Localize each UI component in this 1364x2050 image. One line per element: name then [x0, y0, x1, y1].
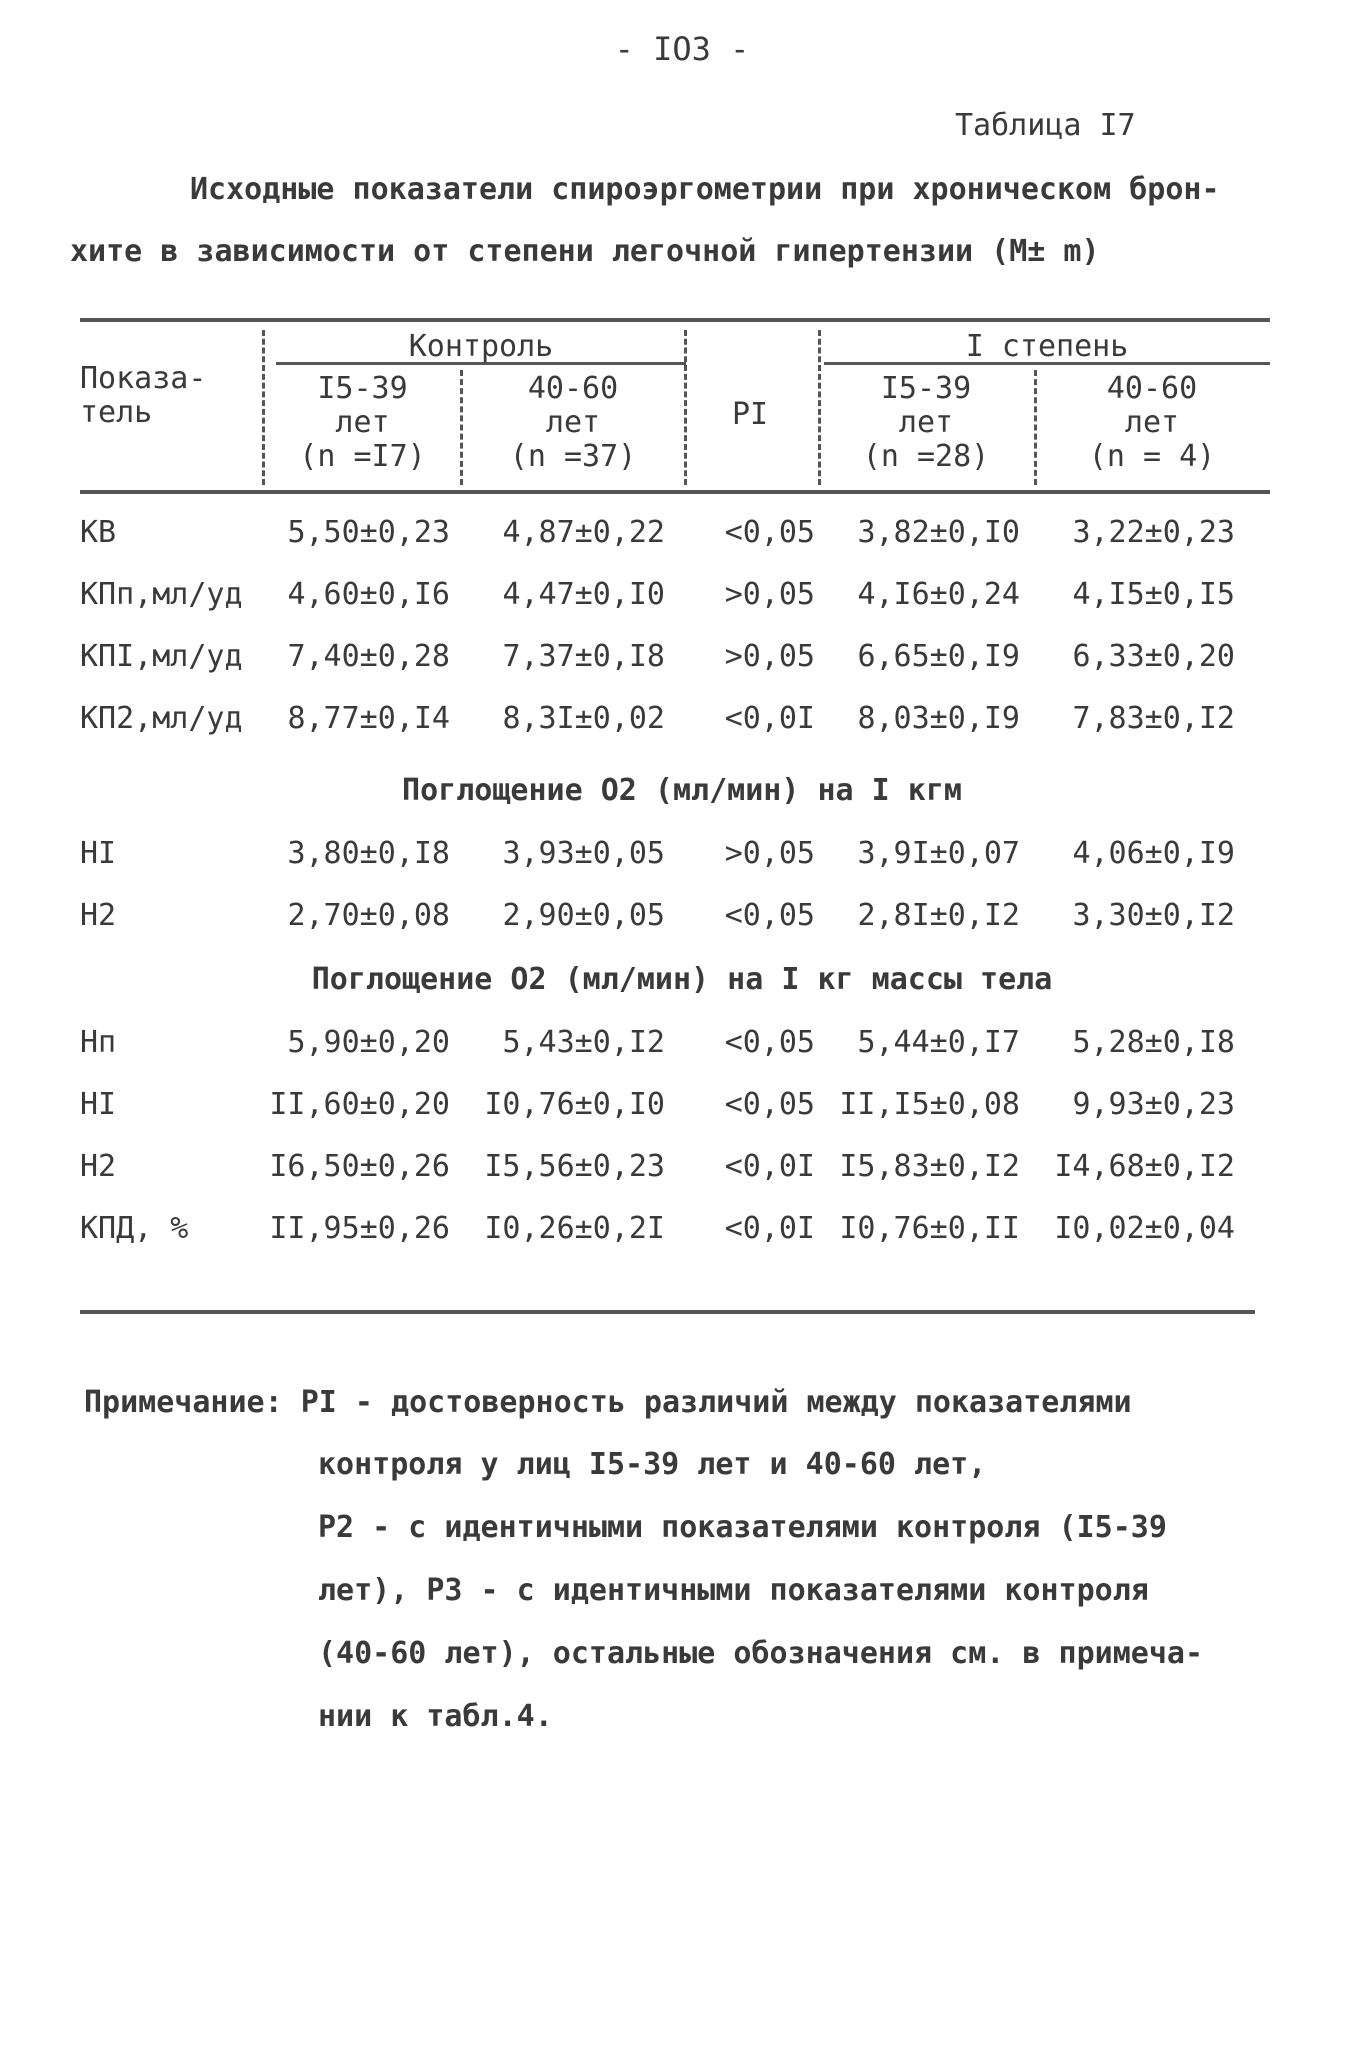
- cell-control-40-60: 5,43±0,I2: [502, 1025, 665, 1060]
- header-divider: [460, 370, 463, 485]
- cell-p-value: <0,05: [724, 898, 815, 933]
- cell-control-40-60: 2,90±0,05: [502, 898, 665, 933]
- header-p-column: PI: [731, 397, 769, 432]
- cell-control-15-39: 5,50±0,23: [287, 515, 450, 550]
- row-label: КПп,мл/уд: [80, 577, 243, 612]
- header-control-40-60: 40-60 лет (n =37): [509, 371, 637, 474]
- row-label: HI: [80, 1087, 117, 1122]
- cell-p-value: >0,05: [724, 639, 815, 674]
- cell-degree-15-39: 6,65±0,I9: [857, 639, 1020, 674]
- cell-p-value: <0,0I: [724, 1211, 815, 1246]
- row-label: HI: [80, 836, 117, 871]
- cell-control-15-39: 4,60±0,I6: [287, 577, 450, 612]
- cell-control-15-39: 2,70±0,08: [287, 898, 450, 933]
- row-label: КВ: [80, 515, 117, 550]
- cell-control-15-39: 7,40±0,28: [287, 639, 450, 674]
- note-line-1: Примечание: PI - достоверность различий между показателями: [84, 1385, 1132, 1420]
- cell-control-40-60: I0,26±0,2I: [484, 1211, 665, 1246]
- note-line-2: контроля у лиц I5-39 лет и 40-60 лет,: [318, 1447, 987, 1482]
- cell-degree-40-60: 6,33±0,20: [1072, 639, 1235, 674]
- cell-p-value: <0,0I: [724, 701, 815, 736]
- cell-control-15-39: 8,77±0,I4: [287, 701, 450, 736]
- cell-degree-40-60: I0,02±0,04: [1054, 1211, 1235, 1246]
- cell-control-40-60: 3,93±0,05: [502, 836, 665, 871]
- table-title-line-1: Исходные показатели спироэргометрии при хроническом брон-: [190, 172, 1220, 207]
- cell-p-value: >0,05: [724, 836, 815, 871]
- row-label: КПД, %: [80, 1211, 189, 1246]
- cell-degree-40-60: 3,30±0,I2: [1072, 898, 1235, 933]
- header-degree-40-60: 40-60 лет (n = 4): [1088, 371, 1216, 474]
- cell-p-value: <0,05: [724, 1087, 815, 1122]
- header-control-15-39: I5-39 лет (n =I7): [299, 371, 426, 474]
- cell-degree-40-60: 4,I5±0,I5: [1072, 577, 1235, 612]
- cell-control-15-39: II,95±0,26: [269, 1211, 450, 1246]
- cell-control-40-60: 7,37±0,I8: [502, 639, 665, 674]
- cell-degree-15-39: I0,76±0,II: [839, 1211, 1020, 1246]
- table-bottom-rule: [80, 1310, 1255, 1314]
- cell-control-40-60: 8,3I±0,02: [502, 701, 665, 736]
- cell-p-value: >0,05: [724, 577, 815, 612]
- cell-degree-15-39: 3,82±0,I0: [857, 515, 1020, 550]
- table-number: Таблица I7: [955, 108, 1136, 143]
- header-divider: [1034, 370, 1037, 485]
- cell-control-40-60: I5,56±0,23: [484, 1149, 665, 1184]
- note-line-6: нии к табл.4.: [318, 1699, 553, 1734]
- cell-degree-15-39: I5,83±0,I2: [839, 1149, 1020, 1184]
- cell-control-40-60: 4,87±0,22: [502, 515, 665, 550]
- note-line-5: (40-60 лет), остальные обозначения см. в примеча-: [318, 1636, 1204, 1671]
- section-heading-kgm: Поглощение O2 (мл/мин) на I кгм: [402, 773, 962, 808]
- cell-degree-15-39: 2,8I±0,I2: [857, 898, 1020, 933]
- table-title-line-2: хите в зависимости от степени легочной гипертензии (M± m): [70, 234, 1100, 269]
- header-group-control: Контроль: [408, 329, 554, 364]
- cell-p-value: <0,05: [724, 1025, 815, 1060]
- cell-degree-40-60: 7,83±0,I2: [1072, 701, 1235, 736]
- header-divider: [818, 330, 821, 485]
- cell-control-40-60: 4,47±0,I0: [502, 577, 665, 612]
- header-indicator: Показа- тель: [80, 361, 207, 430]
- cell-degree-15-39: 8,03±0,I9: [857, 701, 1020, 736]
- row-label: Hп: [80, 1025, 117, 1060]
- header-degree-15-39: I5-39 лет (n =28): [862, 371, 990, 474]
- cell-control-40-60: I0,76±0,I0: [484, 1087, 665, 1122]
- cell-control-15-39: 5,90±0,20: [287, 1025, 450, 1060]
- row-label: H2: [80, 898, 117, 933]
- cell-degree-40-60: 5,28±0,I8: [1072, 1025, 1235, 1060]
- note-line-3: P2 - с идентичными показателями контроля (I5-39: [318, 1510, 1167, 1545]
- cell-degree-40-60: 4,06±0,I9: [1072, 836, 1235, 871]
- cell-control-15-39: 3,80±0,I8: [287, 836, 450, 871]
- row-label: КПI,мл/уд: [80, 639, 243, 674]
- cell-degree-40-60: 3,22±0,23: [1072, 515, 1235, 550]
- note-line-4: лет), P3 - с идентичными показателями контроля: [318, 1573, 1149, 1608]
- row-label: H2: [80, 1149, 117, 1184]
- cell-control-15-39: II,60±0,20: [269, 1087, 450, 1122]
- cell-degree-15-39: 5,44±0,I7: [857, 1025, 1020, 1060]
- row-label: КП2,мл/уд: [80, 701, 243, 736]
- header-bottom-rule: [80, 490, 1270, 494]
- cell-degree-15-39: II,I5±0,08: [839, 1087, 1020, 1122]
- cell-degree-40-60: 9,93±0,23: [1072, 1087, 1235, 1122]
- cell-degree-15-39: 3,9I±0,07: [857, 836, 1020, 871]
- cell-degree-40-60: I4,68±0,I2: [1054, 1149, 1235, 1184]
- table-top-rule: [80, 318, 1270, 322]
- cell-degree-15-39: 4,I6±0,24: [857, 577, 1020, 612]
- section-heading-body-mass: Поглощение O2 (мл/мин) на I кг массы тела: [311, 962, 1053, 997]
- cell-control-15-39: I6,50±0,26: [269, 1149, 450, 1184]
- page-number: - IO3 -: [614, 30, 750, 68]
- header-divider: [262, 330, 265, 485]
- cell-p-value: <0,05: [724, 515, 815, 550]
- cell-p-value: <0,0I: [724, 1149, 815, 1184]
- header-group-degree: I степень: [965, 329, 1129, 364]
